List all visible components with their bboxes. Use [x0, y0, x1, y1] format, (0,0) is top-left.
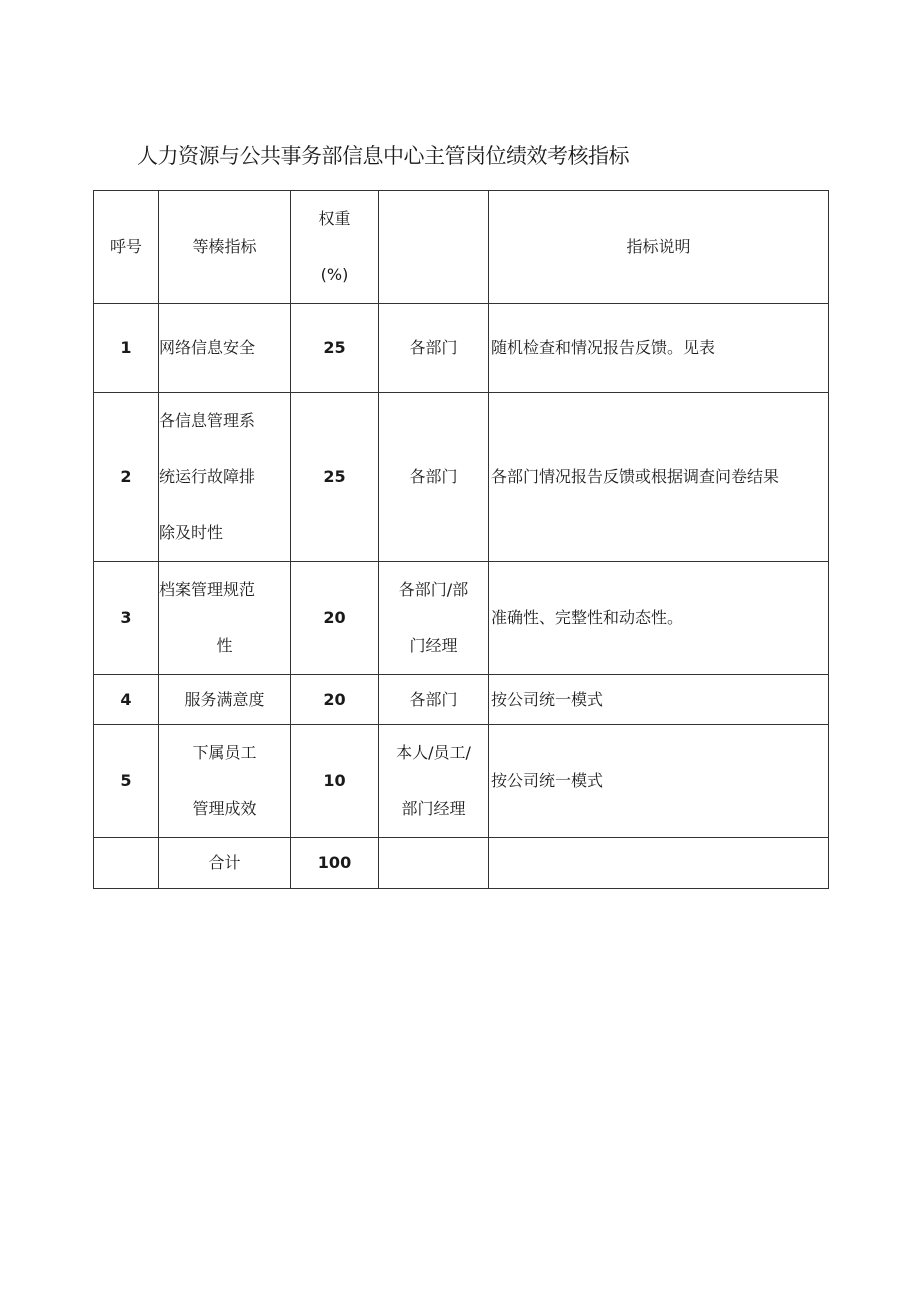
row-seq: 4	[94, 675, 159, 725]
total-weight: 100	[291, 838, 379, 889]
header-indicator: 等楱指标	[159, 191, 291, 304]
table-row	[94, 393, 829, 562]
table-row	[94, 562, 829, 675]
indicator-line: 性	[216, 636, 233, 655]
row-seq: 5	[94, 725, 159, 838]
table-row	[94, 725, 829, 838]
indicator-line: 管理成效	[192, 799, 257, 818]
row-indicator	[159, 562, 291, 675]
row-seq: 1	[94, 304, 159, 393]
row-weight: 20	[291, 562, 379, 675]
row-weight: 25	[291, 304, 379, 393]
row-indicator	[159, 725, 291, 838]
header-weight	[291, 191, 379, 304]
kpi-table	[93, 190, 829, 889]
row-description: 按公司统一模式	[489, 725, 829, 838]
indicator-line: 除及时性	[159, 523, 224, 542]
total-seq	[94, 838, 159, 889]
row-indicator	[159, 304, 291, 393]
indicator-line: 档案管理规范	[159, 580, 256, 599]
row-seq: 3	[94, 562, 159, 675]
row-source	[379, 562, 489, 675]
row-weight: 20	[291, 675, 379, 725]
source-line: 各部门	[409, 467, 458, 486]
table-row	[94, 304, 829, 393]
source-line: 部门经理	[401, 799, 466, 818]
row-weight: 25	[291, 393, 379, 562]
total-description	[489, 838, 829, 889]
row-description: 准确性、完整性和动态性。	[489, 562, 829, 675]
document-title: 人力资源与公共事务部信息中心主管岗位绩效考核指标	[137, 144, 629, 168]
row-description: 随机检查和情况报告反馈。见表	[489, 304, 829, 393]
row-description: 按公司统一模式	[489, 675, 829, 725]
table-total-row	[94, 838, 829, 889]
row-source	[379, 393, 489, 562]
indicator-line: 下属员工	[192, 743, 257, 762]
row-indicator	[159, 393, 291, 562]
indicator-line: 服务满意度	[184, 689, 265, 709]
source-line: 本人/员工/	[396, 743, 471, 762]
source-line: 各部门	[409, 338, 458, 357]
header-source	[379, 191, 489, 304]
row-source	[379, 304, 489, 393]
source-line: 门经理	[409, 636, 458, 655]
table-row	[94, 675, 829, 725]
header-weight-unit: (%)	[320, 265, 349, 284]
indicator-line: 网络信息安全	[159, 338, 256, 357]
row-description: 各部门情况报告反馈或根据调查问卷结果	[489, 393, 829, 562]
row-indicator	[159, 675, 291, 725]
header-description: 指标说明	[489, 191, 829, 304]
header-seq: 呼号	[94, 191, 159, 304]
source-line: 各部门/部	[398, 580, 469, 599]
row-source	[379, 725, 489, 838]
indicator-line: 各信息管理系	[159, 411, 256, 430]
header-weight-label: 权重	[318, 209, 351, 228]
indicator-line: 统运行故障排	[159, 467, 256, 486]
row-seq: 2	[94, 393, 159, 562]
row-weight: 10	[291, 725, 379, 838]
source-line: 各部门	[409, 689, 458, 709]
total-label: 合计	[159, 838, 291, 889]
total-source	[379, 838, 489, 889]
table-header-row	[94, 191, 829, 304]
row-source	[379, 675, 489, 725]
